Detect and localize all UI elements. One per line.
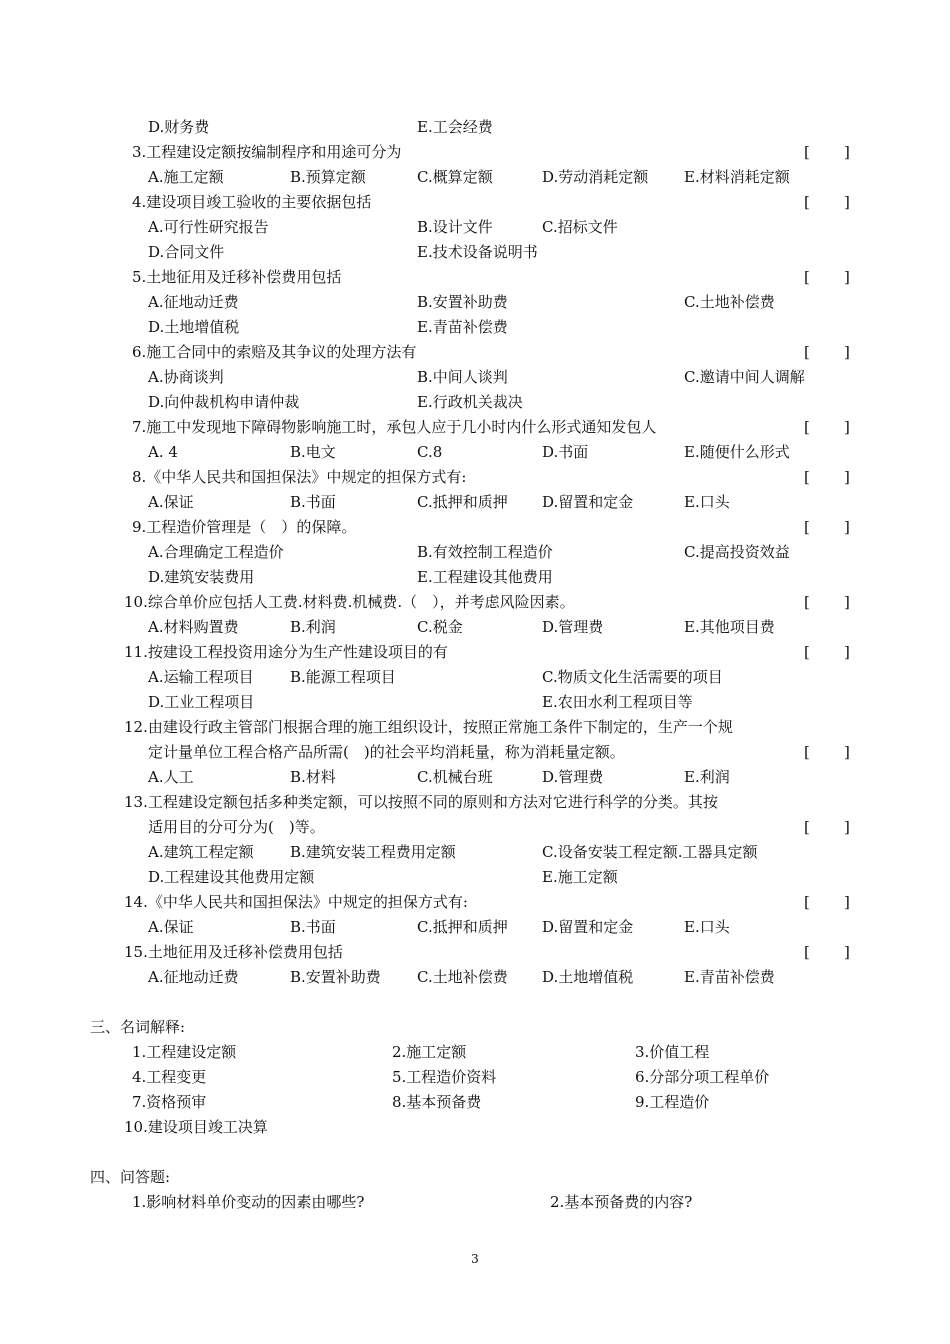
option-c: C.招标文件 — [542, 218, 618, 236]
term-item: 8.基本预备费 — [392, 1093, 482, 1111]
option-a: A.征地动迁费 — [148, 968, 239, 986]
option-b: B.材料 — [290, 768, 336, 786]
question-stem-continued: 定计量单位工程合格产品所需( )的社会平均消耗量，称为消耗量定额。 — [148, 743, 625, 761]
question-stem: 14.《中华人民共和国担保法》中规定的担保方式有: — [124, 893, 468, 911]
option-e: E.行政机关裁决 — [417, 393, 523, 411]
term-item: 3.价值工程 — [635, 1043, 710, 1061]
question-stem: 7.施工中发现地下障碍物影响施工时，承包人应于几小时内什么形式通知发包人 — [132, 418, 657, 436]
option-d: D.土地增值税 — [148, 318, 240, 336]
question-12-options — [0, 766, 950, 788]
question-stem: 3.工程建设定额按编制程序和用途可分为 — [132, 143, 402, 161]
question-stem: 6.施工合同中的索赔及其争议的处理方法有 — [132, 343, 417, 361]
section-title-terms: 三、名词解释: — [90, 1018, 186, 1036]
option-b: B.中间人谈判 — [417, 368, 508, 386]
option-d: D.书面 — [542, 443, 589, 461]
term-item: 4.工程变更 — [132, 1068, 207, 1086]
question-12-continued: 定计量单位工程合格产品所需( )的社会平均消耗量，称为消耗量定额。 [ ] — [148, 743, 850, 761]
question-9: 9.工程造价管理是（ ）的保障。 [ ] — [132, 518, 850, 536]
question-4: 4.建设项目竣工验收的主要依据包括 [ ] — [132, 193, 850, 211]
option-b: B.设计文件 — [417, 218, 493, 236]
continuation-options — [0, 116, 950, 138]
question-stem: 9.工程造价管理是（ ）的保障。 — [132, 518, 357, 536]
option-a: A.征地动迁费 — [148, 293, 239, 311]
page-number: 3 — [471, 1252, 479, 1266]
option-e: E.技术设备说明书 — [417, 243, 538, 261]
question-4-options — [0, 216, 950, 238]
term-item: 6.分部分项工程单价 — [635, 1068, 770, 1086]
question-15: 15.土地征用及迁移补偿费用包括 [ ] — [124, 943, 850, 961]
question-5-options — [0, 291, 950, 313]
option-c: C.抵押和质押 — [417, 918, 508, 936]
question-stem: 15.土地征用及迁移补偿费用包括 — [124, 943, 343, 961]
option-d: D.工业工程项目 — [148, 693, 255, 711]
question-6-options — [0, 366, 950, 388]
option-d: D.劳动消耗定额 — [542, 168, 649, 186]
option-b: B.能源工程项目 — [290, 668, 396, 686]
option-d: D.土地增值税 — [542, 968, 634, 986]
question-3: 3.工程建设定额按编制程序和用途可分为 [ ] — [132, 143, 850, 161]
question-4-options-2 — [0, 241, 950, 263]
term-item: 10.建设项目竣工决算 — [124, 1118, 268, 1136]
option-c: C.邀请中间人调解 — [684, 368, 805, 386]
option-d: D.向仲裁机构申请仲裁 — [148, 393, 300, 411]
term-item: 9.工程造价 — [635, 1093, 710, 1111]
option-d: D.财务费 — [148, 118, 210, 136]
option-a: A.运输工程项目 — [148, 668, 254, 686]
question-11-options-2 — [0, 691, 950, 713]
option-b: B.预算定额 — [290, 168, 366, 186]
option-c: C.设备安装工程定额.工器具定额 — [542, 843, 758, 861]
question-stem: 11.按建设工程投资用途分为生产性建设项目的有 — [124, 643, 448, 661]
option-e: E.青苗补偿费 — [417, 318, 508, 336]
option-b: B.安置补助费 — [417, 293, 508, 311]
option-a: A.建筑工程定额 — [148, 843, 254, 861]
option-e: E.施工定额 — [542, 868, 618, 886]
option-d: D.管理费 — [542, 618, 604, 636]
question-stem: 5.土地征用及迁移补偿费用包括 — [132, 268, 342, 286]
option-e: E.工会经费 — [417, 118, 493, 136]
question-stem-continued: 适用目的分可分为( )等。 — [148, 818, 325, 836]
question-14-options — [0, 916, 950, 938]
question-8: 8.《中华人民共和国担保法》中规定的担保方式有: [ ] — [132, 468, 850, 486]
question-13-options — [0, 841, 950, 863]
option-c: C.土地补偿费 — [417, 968, 508, 986]
option-d: D.留置和定金 — [542, 918, 634, 936]
question-9-options — [0, 541, 950, 563]
question-stem: 12.由建设行政主管部门根据合理的施工组织设计，按照正常施工条件下制定的，生产一个规 — [124, 718, 733, 736]
option-b: B.利润 — [290, 618, 336, 636]
option-a: A.施工定额 — [148, 168, 224, 186]
option-a: A.人工 — [148, 768, 194, 786]
option-b: B.电文 — [290, 443, 336, 461]
option-e: E.口头 — [684, 918, 730, 936]
option-b: B.有效控制工程造价 — [417, 543, 553, 561]
question-5-options-2 — [0, 316, 950, 338]
option-a: A.保证 — [148, 918, 194, 936]
question-15-options — [0, 966, 950, 988]
option-d: D.建筑安装费用 — [148, 568, 255, 586]
question-10-options — [0, 616, 950, 638]
option-d: D.管理费 — [542, 768, 604, 786]
question-7: 7.施工中发现地下障碍物影响施工时，承包人应于几小时内什么形式通知发包人 [ ] — [132, 418, 850, 436]
option-a: A.合理确定工程造价 — [148, 543, 284, 561]
option-e: E.口头 — [684, 493, 730, 511]
question-stem: 13.工程建设定额包括多种类定额，可以按照不同的原则和方法对它进行科学的分类。其按 — [124, 793, 718, 811]
section-title-questions: 四、问答题: — [90, 1168, 171, 1186]
question-6: 6.施工合同中的索赔及其争议的处理方法有 [ ] — [132, 343, 850, 361]
option-a: A.协商谈判 — [148, 368, 224, 386]
option-b: B.建筑安装工程费用定额 — [290, 843, 456, 861]
question-13-continued: 适用目的分可分为( )等。 [ ] — [148, 818, 850, 836]
option-a: A.材料购置费 — [148, 618, 239, 636]
option-e: E.青苗补偿费 — [684, 968, 775, 986]
option-c: C.提高投资效益 — [684, 543, 790, 561]
question-13 — [0, 791, 950, 813]
question-11-options — [0, 666, 950, 688]
question-10: 10.综合单价应包括人工费.材料费.机械费.（ ），并考虑风险因素。 [ ] — [124, 593, 850, 611]
question-11: 11.按建设工程投资用途分为生产性建设项目的有 [ ] — [124, 643, 850, 661]
option-e: E.农田水利工程项目等 — [542, 693, 693, 711]
option-a: A. 4 — [148, 443, 178, 461]
option-d: D.留置和定金 — [542, 493, 634, 511]
option-c: C.抵押和质押 — [417, 493, 508, 511]
option-e: E.材料消耗定额 — [684, 168, 790, 186]
option-b: B.书面 — [290, 918, 336, 936]
option-d: D.合同文件 — [148, 243, 225, 261]
question-14: 14.《中华人民共和国担保法》中规定的担保方式有: [ ] — [124, 893, 850, 911]
term-item: 1.工程建设定额 — [132, 1043, 237, 1061]
term-item: 7.资格预审 — [132, 1093, 207, 1111]
option-c: C.物质文化生活需要的项目 — [542, 668, 723, 686]
question-9-options-2 — [0, 566, 950, 588]
option-c: C.8 — [417, 443, 443, 461]
option-c: C.税金 — [417, 618, 463, 636]
question-3-options — [0, 166, 950, 188]
option-e: E.随便什么形式 — [684, 443, 790, 461]
option-e: E.其他项目费 — [684, 618, 775, 636]
question-8-options — [0, 491, 950, 513]
option-d: D.工程建设其他费用定额 — [148, 868, 315, 886]
question-5: 5.土地征用及迁移补偿费用包括 [ ] — [132, 268, 850, 286]
question-12 — [0, 716, 950, 738]
question-6-options-2 — [0, 391, 950, 413]
term-item: 2.施工定额 — [392, 1043, 467, 1061]
essay-question: 1.影响材料单价变动的因素由哪些? — [132, 1193, 365, 1211]
question-7-options — [0, 441, 950, 463]
option-a: A.可行性研究报告 — [148, 218, 269, 236]
option-c: C.概算定额 — [417, 168, 493, 186]
question-stem: 8.《中华人民共和国担保法》中规定的担保方式有: — [132, 468, 467, 486]
question-13-options-2 — [0, 866, 950, 888]
essay-question: 2.基本预备费的内容? — [550, 1193, 693, 1211]
option-e: E.利润 — [684, 768, 730, 786]
option-b: B.书面 — [290, 493, 336, 511]
option-b: B.安置补助费 — [290, 968, 381, 986]
option-e: E.工程建设其他费用 — [417, 568, 553, 586]
option-a: A.保证 — [148, 493, 194, 511]
question-stem: 10.综合单价应包括人工费.材料费.机械费.（ ），并考虑风险因素。 — [124, 593, 575, 611]
term-item: 5.工程造价资料 — [392, 1068, 497, 1086]
option-c: C.机械台班 — [417, 768, 493, 786]
option-c: C.土地补偿费 — [684, 293, 775, 311]
question-stem: 4.建设项目竣工验收的主要依据包括 — [132, 193, 372, 211]
